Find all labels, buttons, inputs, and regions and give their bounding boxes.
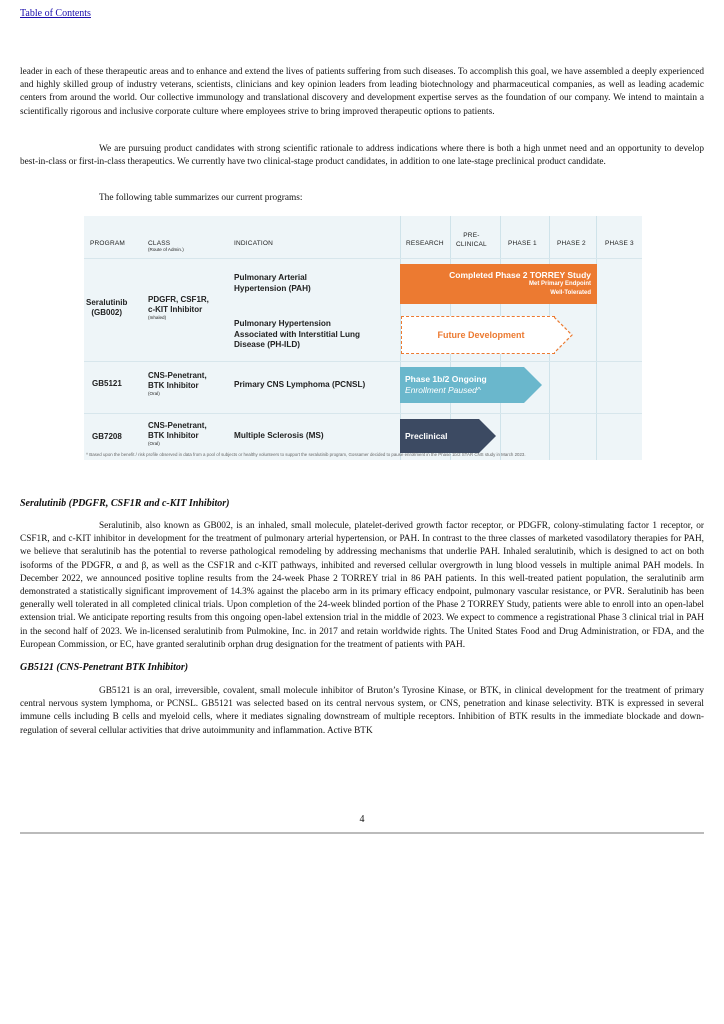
indication-ph-ild: Pulmonary Hypertension Associated with Interstitial Lung Disease (PH-ILD) — [234, 319, 361, 349]
table-of-contents-link[interactable]: Table of Contents — [20, 8, 91, 19]
page-number: 4 — [359, 814, 365, 825]
program-pipeline-table — [84, 216, 642, 460]
class-seralutinib-label: PDGFR, CSF1R, c-KIT Inhibitor — [148, 295, 209, 314]
seralutinib-heading: Seralutinib (PDGFR, CSF1R and c-KIT Inhibitor) — [20, 498, 230, 509]
indication-ms: Multiple Sclerosis (MS) — [234, 431, 324, 440]
stage-bar-ms-arrowhead — [479, 419, 496, 453]
stage-bar-pcnsl-sub: Enrollment Paused^ — [405, 385, 481, 395]
row-divider — [84, 413, 642, 414]
column-divider — [596, 216, 597, 460]
stage-bar-pah-line1: Met Primary Endpoint — [528, 281, 591, 287]
row-divider — [84, 361, 642, 362]
page-divider — [20, 832, 704, 834]
stage-bar-ms-title: Preclinical — [405, 431, 448, 441]
header-preclinical: PRE- CLINICAL — [456, 232, 487, 248]
class-seralutinib — [148, 295, 209, 321]
header-phase3: PHASE 3 — [605, 240, 634, 247]
seralutinib-paragraph: Seralutinib, also known as GB002, is an inhaled, small molecule, platelet-derived growth factor receptor, or PDGFR, colony-stimulating factor 1 receptor, or CSF1R, and c-KIT inhibitor in development for the treatment of pulmonary arterial hypertension, or PAH. In contrast to the three classes of marketed vasodilatory therapies for PAH, we believe that seralutinib has the potential to reverse pathological remodeling by addressing mechanisms that underlie PAH. Inhaled seralutinib, which is designed to act on both isoforms of the PDGFR, α and β, as well as the CSF1R and c-KIT pathways, inhibited and reversed cellular overgrowth in lung blood vessels in multiple animal PAH models. In December 2022, we announced positive topline results from the 24-week Phase 2 TORREY trial in 86 PAH patients. In this well-treated patient population, the seralutinib arm demonstrated a statistically significant improvement of 14.3% against the placebo arm in its primary efficacy endpoint, pulmonary vascular resistance, or PVR. Seralutinib has been generally well tolerated in all completed clinical trials. Upon completion of the 24-week blinded portion of the Phase 2 TORREY Study, patients were able to enroll into an open-label extension trial. We anticipate reporting results from this ongoing open-label extension trial in the middle of 2023. We expect to commence a registrational Phase 3 clinical trial in PAH in the second half of 2023. We in-licensed seralutinib from Pulmokine, Inc. in 2017 and retain worldwide rights. The United States Food and Drug Administration, or FDA, and the European Commission, or EC, have granted seralutinib orphan drug designation for the treatment of patients with PAH. — [20, 521, 704, 650]
program-gb5121: GB5121 — [92, 379, 122, 388]
header-program: PROGRAM — [90, 240, 125, 247]
header-class — [148, 240, 184, 252]
indication-pcnsl: Primary CNS Lymphoma (PCNSL) — [234, 380, 366, 389]
stage-bar-pcnsl — [400, 367, 524, 403]
header-research: RESEARCH — [406, 240, 444, 247]
stage-bar-pah — [400, 264, 597, 304]
program-gb7208: GB7208 — [92, 432, 122, 441]
class-gb5121-label: CNS-Penetrant, BTK Inhibitor — [148, 371, 207, 390]
stage-bar-ms — [400, 419, 479, 453]
header-phase1: PHASE 1 — [508, 240, 537, 247]
program-seralutinib: Seralutinib (GB002) — [86, 298, 128, 317]
stage-bar-pah-title: Completed Phase 2 TORREY Study — [449, 270, 591, 280]
table-footnote: ^ Based upon the benefit / risk profile observed in data from a pool of subjects or healthy volunteers to support the seralutinib program, Gossamer decided to pause enrollment in the Phase 1b/2 STAR CNS study in March 2023. — [86, 452, 526, 457]
header-phase2: PHASE 2 — [557, 240, 586, 247]
intro-paragraph: leader in each of these therapeutic areas and to enhance and extend the lives of patients suffering from such diseases. To accomplish this goal, we have assembled a deeply experienced and highly skilled group of industry veterans, scientists, clinicians and key opinion leaders from leading biotechnology and pharmaceutical companies, as well as leading academic centers from around the world. Our collective immunology and translational discovery and development expertise serves as the foundation of our company. We intend to maintain a scientifically rigorous and inclusive corporate culture where employees strive to bring improved therapeutic options to patients. — [20, 67, 704, 117]
stage-bar-ph-ild — [401, 316, 555, 354]
table-intro-text: The following table summarizes our current programs: — [99, 193, 303, 203]
stage-bar-ph-ild-arrowhead — [554, 316, 574, 354]
header-class-label: CLASS — [148, 240, 171, 247]
indication-pah: Pulmonary Arterial Hypertension (PAH) — [234, 273, 311, 293]
route-gb5121: (Oral) — [148, 391, 160, 396]
stage-bar-pcnsl-arrowhead — [524, 367, 542, 403]
stage-bar-ph-ild-label: Future Development — [437, 330, 525, 340]
pursuing-paragraph: We are pursuing product candidates with strong scientific rationale to address indications where there is both a high unmet need and an opportunity to develop best-in-class or first-in-class therapeutics. We currently have two clinical-stage product candidates, in addition to one late-stage preclinical product candidate. — [20, 144, 704, 168]
gb5121-heading: GB5121 (CNS-Penetrant BTK Inhibitor) — [20, 662, 189, 673]
gb5121-paragraph: GB5121 is an oral, irreversible, covalent, small molecule inhibitor of Bruton’s Tyrosine Kinase, or BTK, in clinical development for the treatment of primary central nervous system lymphoma, or PCNSL. GB5121 was selected based on its central nervous system, or CNS, penetration and kinase selectivity. BTK is expressed in several immune cells including B cells and myeloid cells, where it mediates signaling downstream of multiple receptors. Inhibition of BTK results in the immediate blockade and down-regulation of several cellular activities that drive autoimmunity and inflammation. Active BTK — [20, 686, 704, 736]
stage-bar-pah-line2: Well-Tolerated — [550, 290, 591, 296]
stage-bar-pcnsl-title: Phase 1b/2 Ongoing — [405, 374, 487, 384]
header-class-route: (Route of Admin.) — [148, 247, 184, 252]
class-gb7208 — [148, 421, 207, 447]
class-gb5121 — [148, 371, 207, 397]
route-seralutinib: (Inhaled) — [148, 315, 167, 320]
class-gb7208-label: CNS-Penetrant, BTK Inhibitor — [148, 421, 207, 440]
route-gb7208: (Oral) — [148, 441, 160, 446]
header-indication: INDICATION — [234, 240, 274, 247]
row-divider — [84, 258, 642, 259]
